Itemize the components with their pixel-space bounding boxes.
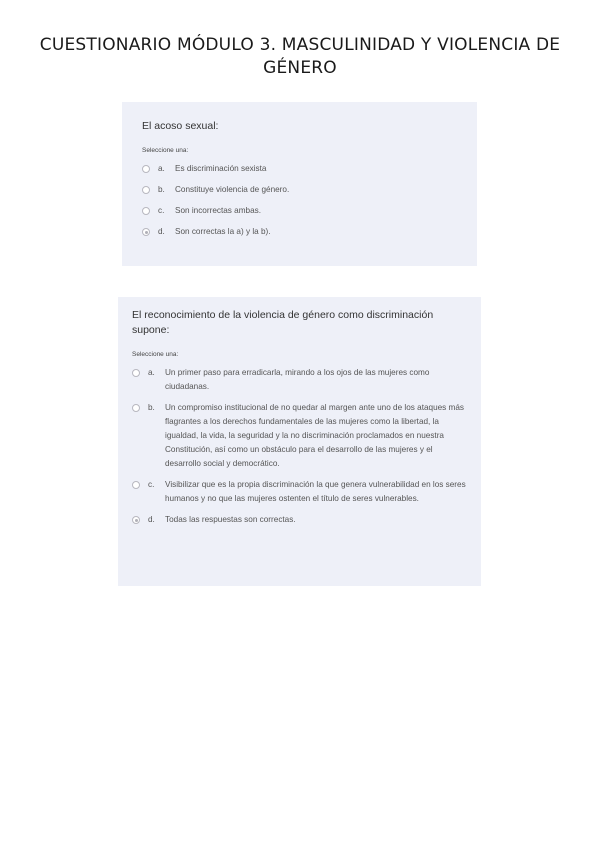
answer-option-b[interactable] — [132, 401, 467, 471]
option-letter: b. — [158, 185, 165, 194]
answer-option-a[interactable] — [142, 162, 457, 176]
question-text: El acoso sexual: — [142, 120, 219, 132]
radio-button[interactable] — [142, 165, 150, 173]
radio-button[interactable] — [142, 186, 150, 194]
option-text: Un primer paso para erradicarla, mirando a los ojos de las mujeres como ciudadanas. — [165, 368, 430, 391]
answer-options — [142, 162, 457, 239]
option-text: Un compromiso institucional de no quedar al margen ante uno de los ataques más flagrantes a los derechos fundamentales de las mujeres como la libertad, la igualdad, la vida, la seguridad y la no discriminación proclamados en nuestra Constitución, así como un obstáculo para el desarrollo de las mujeres y el desarrollo social y democrático. — [165, 403, 465, 468]
option-letter: a. — [148, 368, 155, 377]
option-letter: d. — [158, 227, 165, 236]
radio-button-selected[interactable] — [132, 516, 140, 524]
question-text: El reconocimiento de la violencia de género como discriminación supone: — [132, 309, 434, 336]
answer-options — [132, 366, 467, 527]
option-text: Todas las respuestas son correctas. — [165, 515, 296, 524]
answer-option-c[interactable] — [142, 204, 457, 218]
option-text: Son incorrectas ambas. — [175, 206, 262, 215]
question-card-2 — [118, 297, 481, 586]
option-letter: b. — [148, 403, 155, 412]
select-one-label: Seleccione una: — [132, 351, 179, 358]
option-text: Constituye violencia de género. — [175, 185, 290, 194]
answer-option-a[interactable] — [132, 366, 467, 394]
page-title: CUESTIONARIO MÓDULO 3. MASCULINIDAD Y VIOLENCIA DE GÉNERO — [39, 35, 561, 78]
radio-button[interactable] — [132, 481, 140, 489]
question-card-1 — [122, 102, 477, 266]
option-text: Visibilizar que es la propia discriminación la que genera vulnerabilidad en los seres humanos y no que las mujeres ostenten el título de seres vulnerables. — [165, 480, 466, 503]
answer-option-d[interactable] — [142, 225, 457, 239]
option-letter: c. — [148, 480, 155, 489]
radio-button-selected[interactable] — [142, 228, 150, 236]
select-one-label: Seleccione una: — [142, 147, 189, 154]
option-letter: d. — [148, 515, 155, 524]
radio-button[interactable] — [132, 369, 140, 377]
option-text: Es discriminación sexista — [175, 164, 267, 173]
option-text: Son correctas la a) y la b). — [175, 227, 271, 236]
answer-option-d[interactable] — [132, 513, 467, 527]
answer-option-c[interactable] — [132, 478, 467, 506]
option-letter: c. — [158, 206, 165, 215]
option-letter: a. — [158, 164, 165, 173]
answer-option-b[interactable] — [142, 183, 457, 197]
radio-button[interactable] — [142, 207, 150, 215]
radio-button[interactable] — [132, 404, 140, 412]
